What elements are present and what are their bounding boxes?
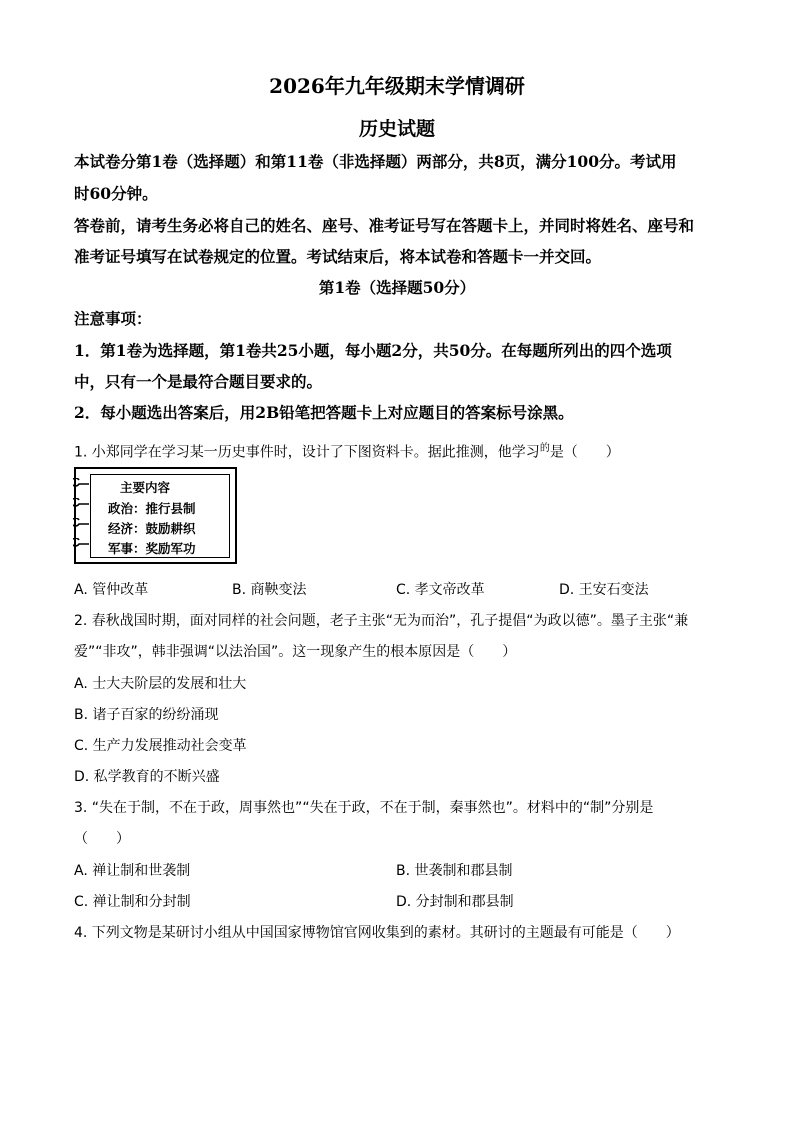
q2-option-b[interactable]: B. 诸子百家的纷纷涌现 xyxy=(74,707,219,723)
spiral-ring-icon xyxy=(73,498,91,510)
intro-line-2: 时60分钟。 xyxy=(74,184,158,203)
q3-option-c[interactable]: C. 禅让制和分封制 xyxy=(74,894,191,910)
intro-line-4: 准考证号填写在试卷规定的位置。考试结束后，将本试卷和答题卡一并交回。 xyxy=(74,247,602,266)
exam-subtitle: 历史试题 xyxy=(358,118,435,140)
info-card xyxy=(74,467,237,564)
card-row-economy: 经济：鼓励耕织 xyxy=(108,521,196,536)
question-1-stem-sup: 的 xyxy=(539,443,550,454)
q1-option-a[interactable]: A. 管仲改革 xyxy=(74,582,149,598)
spiral-ring-icon xyxy=(73,538,91,550)
q2-option-d[interactable]: D. 私学教育的不断兴盛 xyxy=(74,769,220,785)
question-4-stem: 4. 下列文物是某研讨小组从中国国家博物馆官网收集到的素材。其研讨的主题最有可能是（ ） xyxy=(74,925,680,941)
card-heading: 主要内容 xyxy=(120,480,171,495)
spiral-ring-icon xyxy=(73,478,91,490)
card-row-military: 军事：奖励军功 xyxy=(108,541,196,556)
q3-option-b[interactable]: B. 世袭制和郡县制 xyxy=(396,863,513,879)
intro-line-3: 答卷前，请考生务必将自己的姓名、座号、准考证号写在答题卡上，并同时将姓名、座号和 xyxy=(74,216,695,235)
q2-option-a[interactable]: A. 士大夫阶层的发展和壮大 xyxy=(74,676,247,692)
question-3-stem-line-2: （ ） xyxy=(74,831,130,847)
card-row-politics: 政治：推行县制 xyxy=(108,501,196,516)
q1-option-c[interactable]: C. 孝文帝改革 xyxy=(396,582,485,598)
q1-option-b[interactable]: B. 商鞅变法 xyxy=(232,582,307,598)
q2-option-c[interactable]: C. 生产力发展推动社会变革 xyxy=(74,738,247,754)
question-1-stem: 1. 小郑同学在学习某一历史事件时，设计了下图资料卡。据此推测，他学习$^的$是（ ） xyxy=(74,443,620,461)
exam-title: 2026年九年级期末学情调研 xyxy=(269,74,525,98)
notice-1-line-1: 1．第1卷为选择题，第1卷共25小题，每小题2分，共50分。在每题所列出的四个选项 xyxy=(74,341,672,360)
notice-label: 注意事项： xyxy=(74,309,152,328)
q3-option-d[interactable]: D. 分封制和郡县制 xyxy=(396,894,514,910)
notice-1-line-2: 中，只有一个是最符合题目要求的。 xyxy=(74,372,323,391)
question-2-stem-line-2: 爱”“非攻”，韩非强调“以法治国”。这一现象产生的根本原因是（ ） xyxy=(74,644,517,660)
q3-option-a[interactable]: A. 禅让制和世袭制 xyxy=(74,863,191,879)
question-3-stem-line-1: 3. “失在于制，不在于政，周事然也”“失在于政，不在于制，秦事然也”。材料中的“制”分别是 xyxy=(74,800,654,816)
section-heading: 第1卷（选择题50分） xyxy=(318,278,476,297)
intro-line-1: 本试卷分第1卷（选择题）和第11卷（非选择题）两部分，共8页，满分100分。考试用 xyxy=(74,152,677,171)
q1-option-d[interactable]: D. 王安石变法 xyxy=(559,582,649,598)
question-2-stem-line-1: 2. 春秋战国时期，面对同样的社会问题，老子主张“无为而治”，孔子提倡“为政以德”。墨子主张“兼 xyxy=(74,613,689,629)
notice-2: 2．每小题选出答案后，用2B铅笔把答题卡上对应题目的答案标号涂黑。 xyxy=(74,403,574,422)
spiral-ring-icon xyxy=(73,518,91,530)
